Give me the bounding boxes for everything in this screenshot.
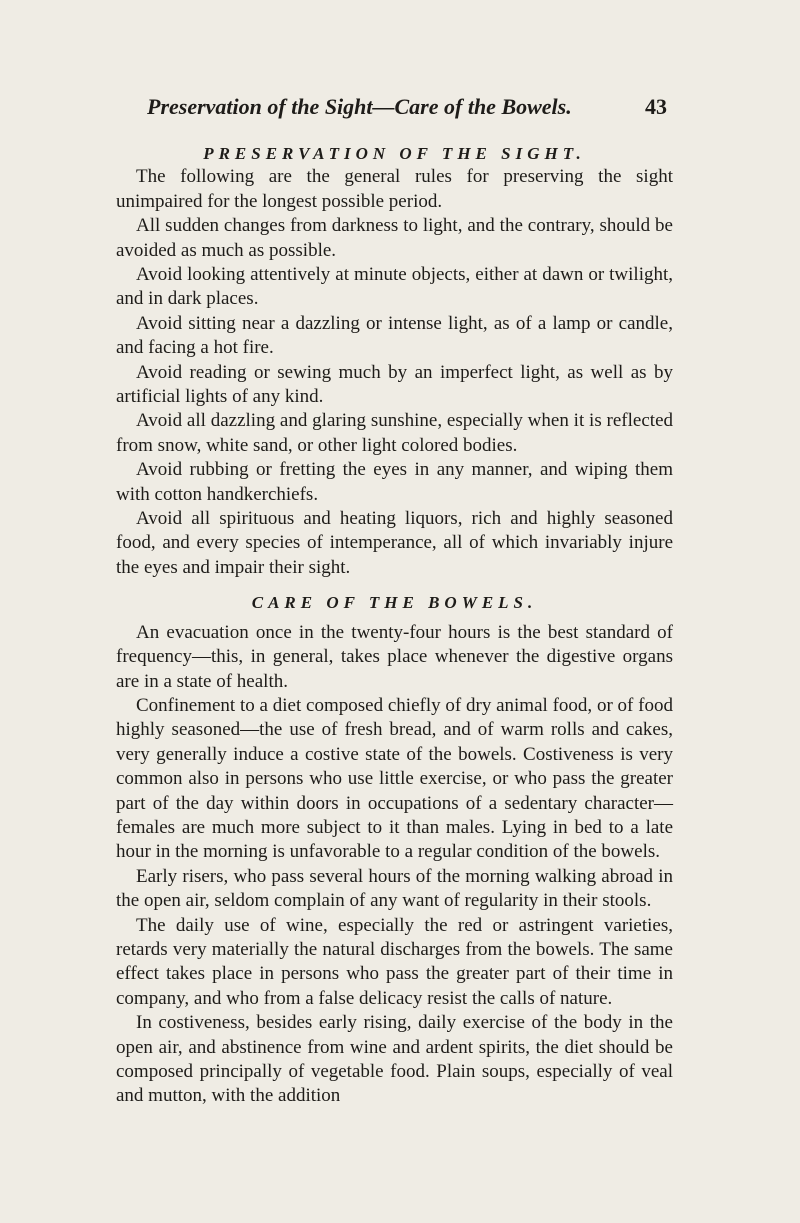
paragraph: Avoid sitting near a dazzling or intense light, as of a lamp or candle, and facing a hot fire. bbox=[116, 312, 673, 359]
paragraph: Early risers, who pass several hours of the morning walking abroad in the open air, seldom complain of any want of regularity in their stools. bbox=[116, 865, 673, 912]
paragraph: Avoid all dazzling and glaring sunshine, especially when it is reflected from snow, white sand, or other light colored bodies. bbox=[116, 410, 673, 456]
paragraph: The following are the general rules for preserving the sight unimpaired for the longest possible period. bbox=[116, 166, 673, 212]
running-head bbox=[147, 94, 667, 120]
paragraph: Avoid reading or sewing much by an imperfect light, as well as by artificial lights of any kind. bbox=[116, 361, 673, 408]
section-heading-bowels: CARE OF THE BOWELS. bbox=[251, 593, 538, 613]
paragraph: All sudden changes from darkness to light, and the contrary, should be avoided as much as possible. bbox=[116, 215, 673, 261]
running-head-title: Preservation of the Sight—Care of the Bowels. bbox=[147, 94, 572, 119]
body-text bbox=[116, 141, 673, 1109]
paragraph: Avoid looking attentively at minute objects, either at dawn or twilight, and in dark places. bbox=[116, 264, 673, 310]
paragraph: An evacuation once in the twenty-four hours is the best standard of frequency—this, in general, takes place whenever the digestive organs are in a state of health. bbox=[116, 621, 673, 692]
paragraph: Confinement to a diet composed chiefly of dry animal food, or of food highly seasoned—the use of fresh bread, and of warm rolls and cakes, very generally induce a costive state of the bowels. Costiveness is very common also in persons who use little exercise, or who pass the greater part of the day within doors in occupations of a sedentary character—females are much more subject to it than males. Lying in bed to a late hour in the morning is unfavorable to a regular condition of the bowels. bbox=[116, 694, 673, 863]
paragraph: Avoid rubbing or fretting the eyes in any manner, and wiping them with cotton handkerchiefs. bbox=[116, 459, 673, 505]
paragraph: The daily use of wine, especially the red or astringent varieties, retards very materially the natural discharges from the bowels. The same effect takes place in persons who pass the greater part of their time in company, and who from a false delicacy resist the calls of nature. bbox=[116, 914, 673, 1009]
section-heading-sight: PRESERVATION OF THE SIGHT. bbox=[203, 144, 586, 163]
paragraph: Avoid all spirituous and heating liquors, rich and highly seasoned food, and every species of intemperance, all of which invariably injure the eyes and impair their sight. bbox=[116, 508, 673, 578]
page-number: 43 bbox=[645, 94, 667, 119]
paragraph: In costiveness, besides early rising, daily exercise of the body in the open air, and abstinence from wine and ardent spirits, the diet should be composed principally of vegetable food. Plain soups, especially of veal and mutton, with the addition bbox=[116, 1012, 673, 1107]
